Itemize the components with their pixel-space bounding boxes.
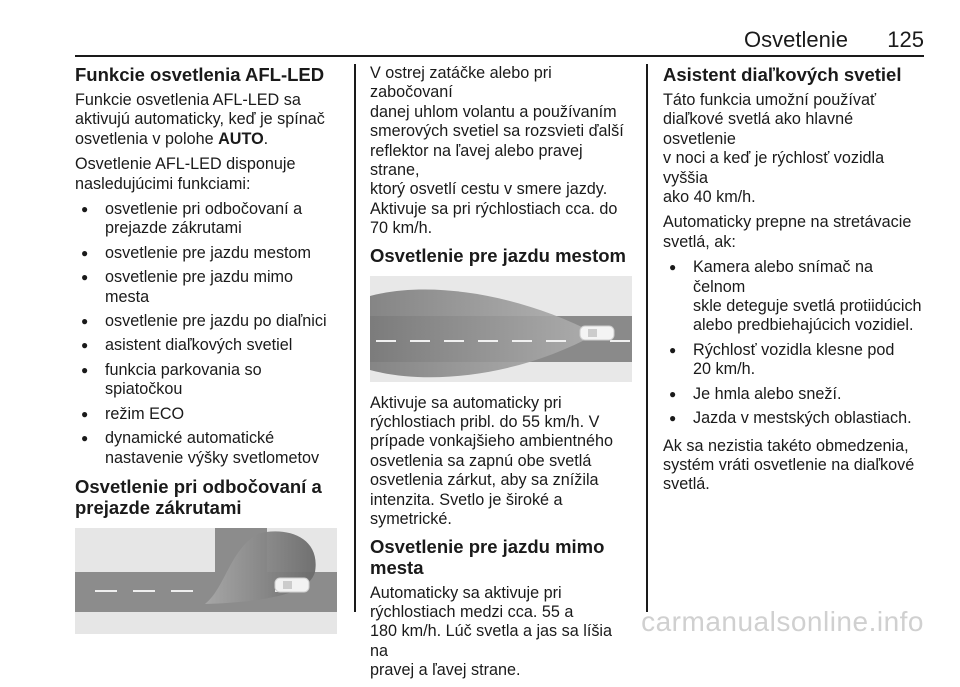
low-beam-condition-intro: Automaticky prepne na stretávacie svetlá, ak: <box>663 213 912 251</box>
column-right <box>663 64 925 501</box>
section-heading-country: Osvetlenie pre jazdu mimo mesta <box>370 535 605 578</box>
high-beam-paragraph: Táto funkcia umožní používať diaľkové svetlá ako hlavné osvetlenie v noci a keď je rýchlosť vozidla vyššia ako 40 km/h. <box>663 91 885 207</box>
column-middle <box>370 64 632 687</box>
watermark: carmanualsonline.info <box>641 606 924 637</box>
condition-list <box>663 258 925 428</box>
country-paragraph: Automaticky sa aktivuje pri rýchlostiach medzi cca. 55 a 180 km/h. Lúč svetla a jas sa líšia na pravej a ľavej strane. <box>370 583 613 680</box>
column-divider-right <box>646 64 648 612</box>
section-heading-high-beam: Asistent diaľkových svetiel <box>663 64 902 85</box>
list-item: ● režim ECO <box>75 405 341 424</box>
list-item: ● dynamické automatické nastavenie výšky svetlometov <box>75 429 341 468</box>
function-list <box>75 200 341 468</box>
intro-text-end: . <box>263 129 269 148</box>
list-item: ● osvetlenie pre jazdu po diaľnici <box>75 312 341 331</box>
auto-position-label: AUTO <box>218 129 264 148</box>
list-item: ● Je hmla alebo sneží. <box>663 385 925 404</box>
list-item: ● asistent diaľkových svetiel <box>75 336 341 355</box>
section-heading-city: Osvetlenie pre jazdu mestom <box>370 244 627 266</box>
column-left <box>75 64 341 646</box>
list-item: ● Rýchlosť vozidla klesne pod 20 km/h. <box>663 341 925 380</box>
intro-text: Funkcie osvetlenia AFL-LED sa aktivujú automaticky, keď je spínač osvetlenia v polohe <box>75 91 325 148</box>
intro-paragraph <box>75 91 341 149</box>
cornering-light-illustration <box>75 528 337 634</box>
functions-intro: Osvetlenie AFL-LED disponuje nasledujúcimi funkciami: <box>75 155 296 193</box>
header-divider <box>75 55 924 57</box>
section-heading-cornering: Osvetlenie pri odbočovaní a prejazde zákrutami <box>75 475 322 518</box>
column-divider-left <box>354 64 356 612</box>
list-item: ● osvetlenie pre jazdu mimo mesta <box>75 268 341 307</box>
page-title: Osvetlenie <box>744 27 848 52</box>
list-item: ● osvetlenie pre jazdu mestom <box>75 244 341 263</box>
list-item: ● Jazda v mestských oblastiach. <box>663 409 925 428</box>
city-light-illustration <box>370 276 632 382</box>
list-item: ● Kamera alebo snímač na čelnom skle deteguje svetlá protiidúcich alebo predbiehajúcich vozidiel. <box>663 258 925 336</box>
cornering-paragraph: V ostrej zatáčke alebo pri zabočovaní danej uhlom volantu a používaním smerových svetiel sa rozsvieti ďalší reflektor na ľavej alebo pravej strane, ktorý osvetlí cestu v smere jazdy. Aktivuje sa pri rýchlostiach cca. do 70 km/h. <box>370 64 624 238</box>
return-paragraph: Ak sa nezistia takéto obmedzenia, systém vráti osvetlenie na diaľkové svetlá. <box>663 436 915 494</box>
section-heading-afl-led: Funkcie osvetlenia AFL-LED <box>75 64 325 85</box>
page-header <box>0 0 960 56</box>
list-item: ● osvetlenie pri odbočovaní a prejazde zákrutami <box>75 200 341 239</box>
list-item: ● funkcia parkovania so spiatočkou <box>75 361 341 400</box>
page-number: 125 <box>887 27 924 52</box>
city-paragraph: Aktivuje sa automaticky pri rýchlostiach pribl. do 55 km/h. V prípade vonkajšieho ambientného osvetlenia sa zapnú obe svetlá osvetlenia zárkut, aby sa znížila intenzita. Svetlo je široké a symetrické. <box>370 393 613 529</box>
